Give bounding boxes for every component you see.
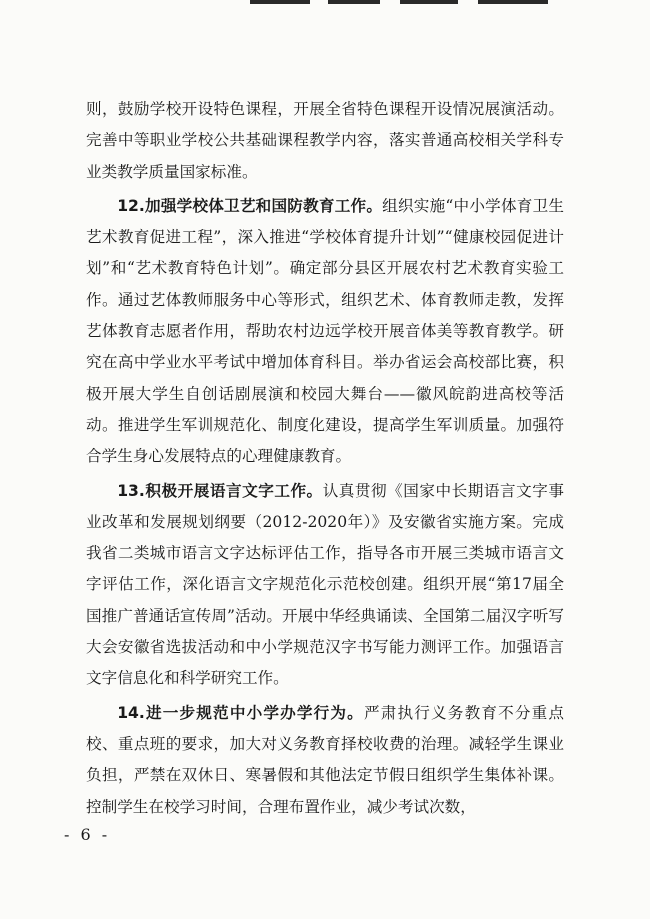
paragraph-language-work xyxy=(86,476,564,695)
paragraph-continuation xyxy=(86,94,564,188)
paragraph-text: 严肃执行义务教育不分重点校、重点班的要求，加大对义务教育择校收费的治理。减轻学生课业负担，严禁在双休日、寒暑假和其他法定节假日组织学生集体补课。控制学生在校学习时间，合理布置作业，减少考试次数， xyxy=(86,703,564,816)
scan-marks xyxy=(250,0,550,6)
paragraph-sports-arts-defense xyxy=(86,191,564,473)
paragraph-text: 则，鼓励学校开设特色课程，开展全省特色课程开设情况展演活动。完善中等职业学校公共基础课程教学内容，落实普通高校相关学科专业类教学质量国家标准。 xyxy=(86,100,564,181)
paragraph-heading: 14.进一步规范中小学办学行为。 xyxy=(117,703,364,722)
page-number: - 6 - xyxy=(64,825,111,844)
paragraph-text: 组织实施“中小学体育卫生艺术教育促进工程”，深入推进“学校体育提升计划”“健康校园促进计划”和“艺术教育特色计划”。确定部分县区开展农村艺术教育实验工作。通过艺体教师服务中心等形式，组织艺术、体育教师走教，发挥艺体教育志愿者作用，帮助农村边远学校开展音体美等教育教学。研究在高中学业水平考试中增加体育科目。举办省运会高校部比赛，积极开展大学生自创话剧展演和校园大舞台——徽风皖韵进高校等活动。推进学生军训规范化、制度化建设，提高学生军训质量。加强符合学生身心发展特点的心理健康教育。 xyxy=(86,196,564,466)
paragraph-text: 认真贯彻《国家中长期语言文字事业改革和发展规划纲要（2012-2020年）》及安徽省实施方案。完成我省二类城市语言文字达标评估工作，指导各市开展三类城市语言文字评估工作，深化语言文字规范化示范校创建。组织开展“第17届全国推广普通话宣传周”活动。开展中华经典诵读、全国第二届汉字听写大会安徽省选拔活动和中小学规范汉字书写能力测评工作。加强语言文字信息化和科学研究工作。 xyxy=(86,481,564,688)
document-body xyxy=(86,94,564,826)
paragraph-heading: 13.积极开展语言文字工作。 xyxy=(117,481,323,500)
paragraph-heading: 12.加强学校体卫艺和国防教育工作。 xyxy=(117,196,383,215)
paragraph-school-regulation xyxy=(86,698,564,823)
